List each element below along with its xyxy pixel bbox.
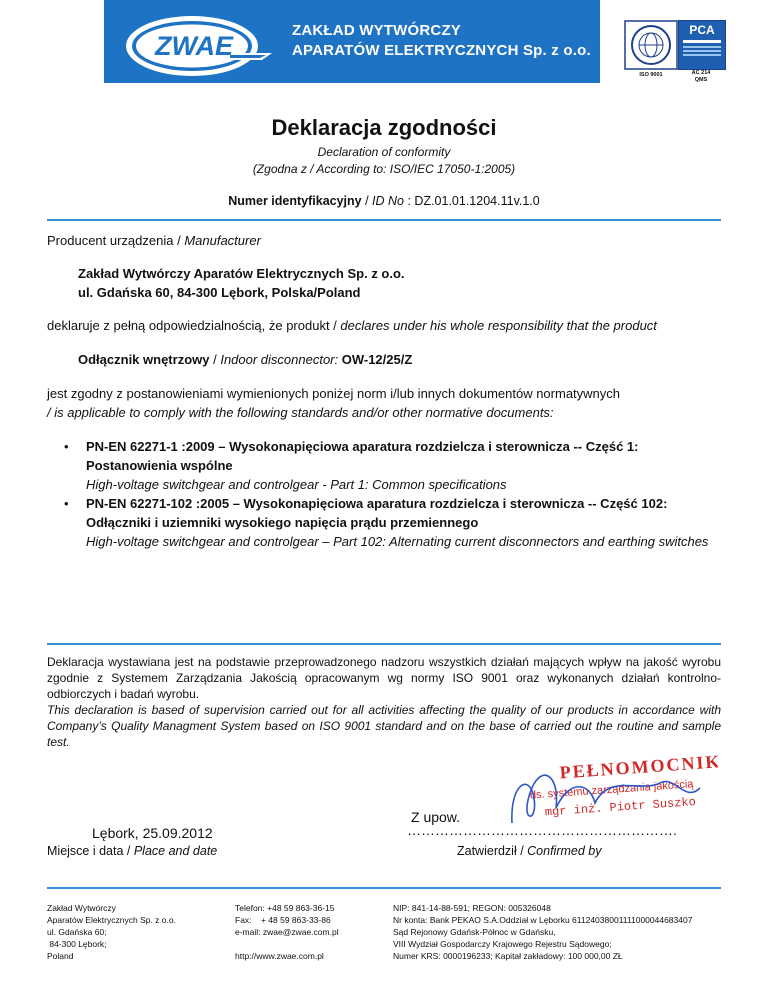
standard-item [60,494,730,551]
pca-cert-badge [678,20,724,82]
footer-line: ul. Gdańska 60; [47,927,107,937]
standard-title-en: High-voltage switchgear and controlgear - Part 1: Common specifications [86,477,507,492]
footer-line: Nr konta: Bank PEKAO S.A.Oddział w Lęborku 61124038001111000044683407 [393,915,693,925]
id-value: : DZ.01.01.1204.11v.1.0 [404,194,540,208]
standard-title-pl-2: Odłączniki i uziemniki wysokiego napięcia prądu przemiennego [86,515,479,530]
stamp-graphic [500,753,718,833]
pca-cert-label: AC 214 QMS [691,70,711,83]
company-name-line1: ZAKŁAD WYTWÓRCZY [292,22,462,39]
signature-dots: …………………………………………………. [407,822,677,838]
standards-list [60,437,730,551]
pca-logo [678,20,726,70]
footer-line: NIP: 841-14-88-591; REGON: 005326048 [393,903,551,913]
manufacturer-name: Zakład Wytwórczy Aparatów Elektrycznych Sp. z o.o. [78,266,405,281]
divider-footer [47,887,721,889]
footer-line: Zakład Wytwórczy [47,903,116,913]
id-label-en: ID No [372,194,404,208]
standard-title-pl: PN-EN 62271-102 :2005 – Wysokonapięciowa aparatura rozdzielcza i sterownicza -- Część 102: [86,496,668,511]
footer-line: Sąd Rejonowy Gdańsk-Północ w Gdańsku, [393,927,556,937]
footer-line: VIII Wydział Gospodarczy Krajowego Rejestru Sądowego; [393,939,612,949]
confirmed-label-pl: Zatwierdził / [457,844,528,858]
product-line [78,350,412,369]
divider-top [47,219,721,221]
pca-logo-text: PCA [689,23,715,37]
footer-contact [235,902,385,962]
footer-registration [393,902,733,962]
logo-graphic [122,13,282,79]
logo-text: ZWAE [155,31,233,61]
declaration-en: declares under his whole responsibility that the product [340,318,657,333]
quality-note-pl: Deklaracja wystawiana jest na podstawie przeprowadzonego nadzoru wszystkich działań mających wpływ na jakość wyrobu zgodnie z Systemem Zarządzania Jakością opracowanym wg normy ISO 9001 oraz wykonanych działań kontrolno-odbiorczych i badań wyrobu. [47,655,721,701]
product-model: OW-12/25/Z [338,352,413,367]
product-sep: / [209,352,221,367]
place-date-label-en: Place and date [133,844,218,858]
standard-title-pl-2: Postanowienia wspólne [86,458,233,473]
stamp-title: PEŁNOMOCNIK [559,753,718,783]
footer-line: Aparatów Elektrycznych Sp. z o.o. [47,915,176,925]
confirmed-label-en: Confirmed by [527,844,602,858]
standard-item [60,437,730,494]
page-title: Deklaracja zgodności [271,115,497,140]
stamp-subtitle: ds. systemu zarządzania jakością [529,778,694,802]
footer-email[interactable]: e-mail: zwae@zwae.com.pl [235,927,339,937]
confirmed-by-label [457,844,602,858]
bullet: • [64,496,69,511]
company-name-line2: APARATÓW ELEKTRYCZNYCH Sp. z o.o. [292,42,591,59]
bullet: • [64,439,69,454]
place-date-label-pl: Miejsce i data / [47,844,134,858]
company-logo [122,13,282,79]
page-subtitle: Declaration of conformity [317,145,451,159]
compliance-pl: jest zgodny z postanowieniami wymienionych poniżej norm i/lub innych dokumentów normatywnych [47,386,621,401]
id-number-line [0,194,768,208]
z-upow: Z upow. [411,809,461,825]
place-date-value: Lębork, 25.09.2012 [92,825,213,841]
declaration-pl: deklaruje z pełną odpowiedzialnością, że produkt / [47,318,341,333]
manufacturer-address: ul. Gdańska 60, 84-300 Lębork, Polska/Poland [78,285,361,300]
iso-cert-label: ISO 9001 [639,72,663,78]
footer-fax: Fax: + 48 59 863-33-86 [235,915,331,925]
standard-title-pl: PN-EN 62271-1 :2009 – Wysokonapięciowa aparatura rozdzielcza i sterownicza -- Część 1: [86,439,639,454]
footer-line: Poland [47,951,74,961]
iso-cert-badge [624,20,678,82]
stamp-name: mgr inż. Piotr Suszko [544,795,697,820]
globe-icon [624,20,678,70]
manufacturer-heading [47,231,261,250]
product-label-en: Indoor disconnector: [220,352,339,367]
manufacturer-heading-pl: Producent urządzenia / [47,233,185,248]
footer-website-link[interactable]: http://www.zwae.com.pl [235,951,324,961]
quality-note [47,654,721,750]
declaration-statement [47,316,657,335]
quality-note-en: This declaration is based of supervision carried out for all activities affecting the quality of our products in accordance with Company’s Quality Managment System based on ISO 9001 standard and on the base of carried out the routine and sample test. [47,703,721,749]
divider-middle [47,643,721,645]
id-label-pl: Numer identyfikacyjny [228,194,362,208]
approval-stamp [500,753,718,833]
footer-spacer [235,938,385,950]
place-date-label [47,844,217,858]
footer-address [47,902,227,962]
footer-line: 84-300 Lębork; [47,939,107,949]
id-sep: / [361,194,373,208]
footer-phone: Telefon: +48 59 863-36-15 [235,903,335,913]
standard-title-en: High-voltage switchgear and controlgear – Part 102: Alternating current disconnectors and earthing switches [86,534,709,549]
compliance-en: / is applicable to comply with the following standards and/or other normative documents: [47,405,554,420]
manufacturer-heading-en: Manufacturer [184,233,261,248]
standard-reference: (Zgodna z / According to: ISO/IEC 17050-1:2005) [252,162,516,176]
product-label-pl: Odłącznik wnętrzowy [78,352,210,367]
footer-line: Numer KRS: 0000196233; Kapitał zakładowy: 100 000,00 ZŁ [393,951,623,961]
